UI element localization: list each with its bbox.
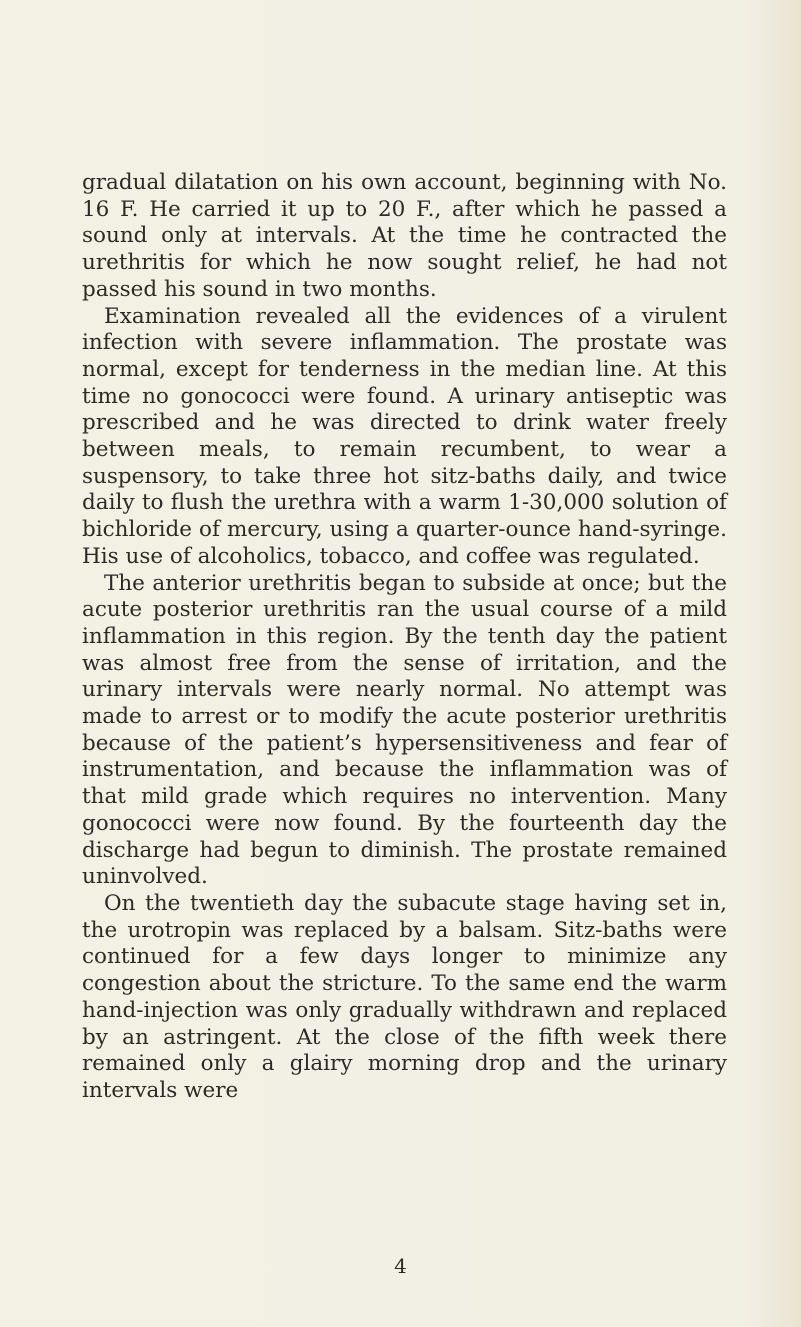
- paragraph: Examination revealed all the evidences of a virulent infection with severe inflammation. The prostate was normal, except for tenderness in the median line. At this time no gonococci were found. A urinary antiseptic was prescribed and he was directed to drink water freely between meals, to remain recumbent, to wear a suspensory, to take three hot sitz-baths daily, and twice daily to flush the urethra with a warm 1-30,000 solution of bichloride of mercury, using a quarter-ounce hand-syringe. His use of alcoholics, tobacco, and coffee was regulated.: [82, 303, 727, 569]
- body-text: [82, 170, 727, 1105]
- paragraph: gradual dilatation on his own account, beginning with No. 16 F. He carried it up to 20 F., after which he passed a sound only at intervals. At the time he contracted the urethritis for which he now sought relief, he had not passed his sound in two months.: [82, 170, 727, 302]
- paragraph: The anterior urethritis began to subside at once; but the acute posterior urethritis ran the usual course of a mild inflammation in this region. By the tenth day the patient was almost free from the sense of irritation, and the urinary intervals were nearly normal. No attempt was made to arrest or to modify the acute posterior urethritis because of the patient’s hypersensitiveness and fear of instrumentation, and because the inflammation was of that mild grade which requires no intervention. Many gonococci were now found. By the fourteenth day the discharge had begun to diminish. The prostate remained uninvolved.: [82, 570, 727, 890]
- page-number: 4: [394, 1254, 407, 1278]
- paragraph: On the twentieth day the subacute stage having set in, the urotropin was replaced by a balsam. Sitz-baths were continued for a few days longer to minimize any congestion about the stricture. To the same end the warm hand-injection was only gradually withdrawn and replaced by an astringent. At the close of the fifth week there remained only a glairy morning drop and the urinary intervals were: [82, 890, 727, 1103]
